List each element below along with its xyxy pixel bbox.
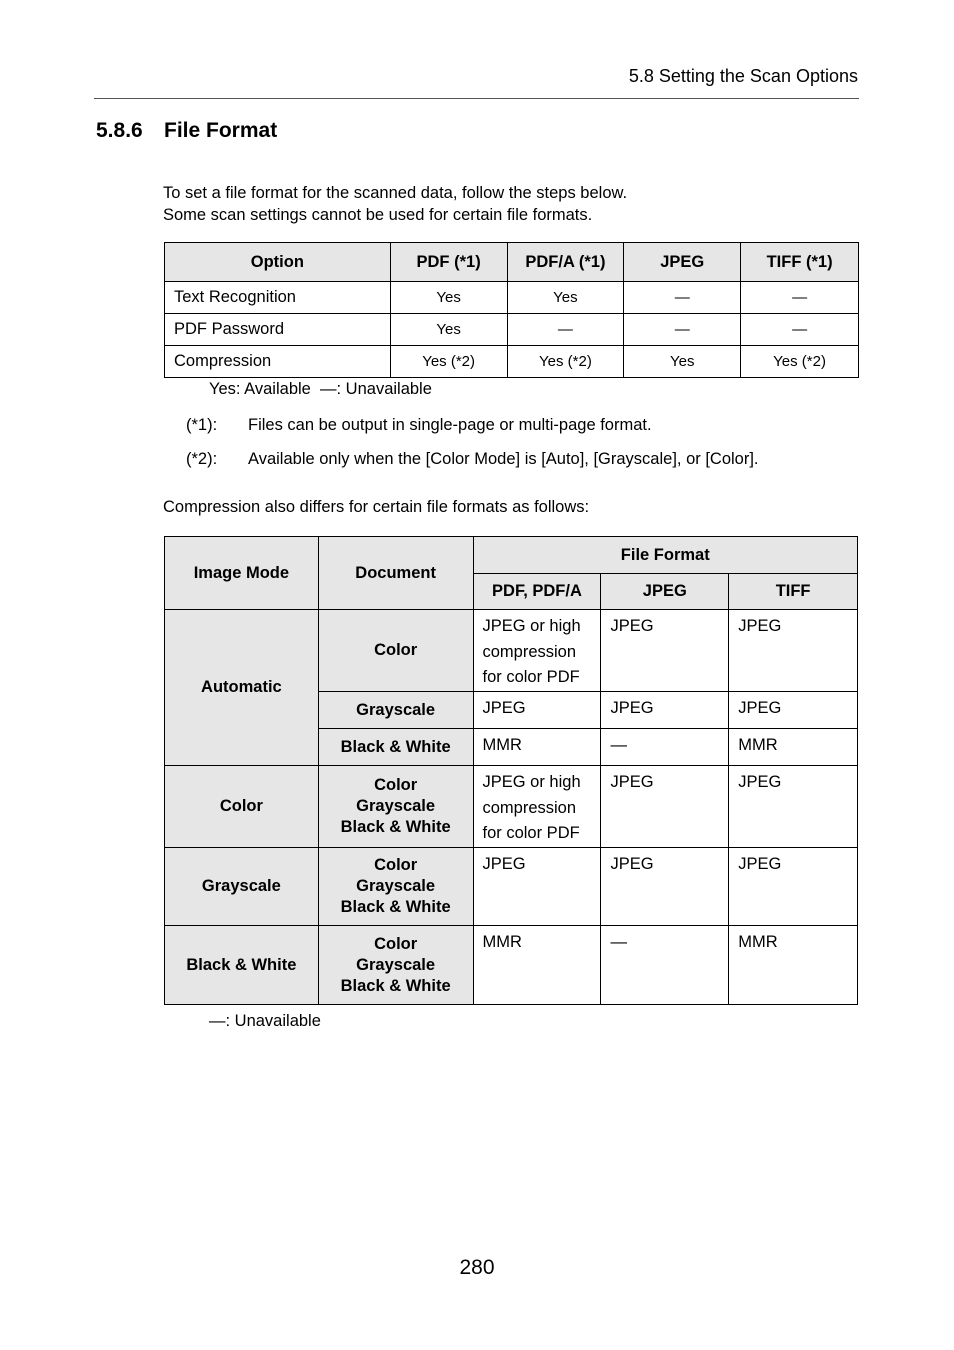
column-header: TIFF [729, 574, 858, 610]
column-header: File Format [473, 537, 858, 574]
cell-line: for color PDF [482, 668, 580, 686]
table-cell: Yes [624, 346, 741, 378]
footnote-text: Files can be output in single-page or multi-page format. [248, 416, 652, 434]
footnote-text: Available only when the [Color Mode] is [Auto], [Grayscale], or [Color]. [248, 450, 759, 468]
table-cell: — [507, 314, 624, 346]
table-cell: — [741, 314, 859, 346]
header-divider [94, 98, 859, 99]
table-cell: JPEG [601, 848, 729, 926]
footnote [186, 416, 652, 435]
column-header: JPEG [624, 243, 741, 282]
table-cell: JPEG [729, 692, 858, 729]
intro-line: To set a file format for the scanned data, follow the steps below. [163, 184, 628, 202]
document-line: Grayscale [356, 797, 436, 815]
intro-paragraph [163, 182, 627, 226]
table-cell: Yes (*2) [390, 346, 507, 378]
table-row [165, 848, 858, 926]
document-line: Color [374, 934, 418, 953]
document-line: Grayscale [356, 955, 436, 974]
table-cell: Yes [390, 314, 507, 346]
document-cell [318, 766, 473, 848]
table-cell: JPEG [601, 766, 729, 848]
table-cell: — [601, 729, 729, 766]
column-header: PDF (*1) [390, 243, 507, 282]
document-line: Color [374, 856, 418, 874]
cell-line: JPEG or high [482, 617, 581, 635]
table-cell: — [624, 282, 741, 314]
column-header: Option [165, 243, 391, 282]
table-cell [473, 610, 601, 692]
table-row [165, 766, 858, 848]
column-header: Document [318, 537, 473, 610]
table-cell: MMR [473, 926, 601, 1005]
table-cell: JPEG [729, 610, 858, 692]
intro-line: Some scan settings cannot be used for certain file formats. [163, 206, 593, 224]
table-row [165, 926, 858, 1005]
column-header: TIFF (*1) [741, 243, 859, 282]
unavailable-legend: —: Unavailable [209, 1012, 321, 1030]
table-cell: MMR [473, 729, 601, 766]
option-name: PDF Password [165, 314, 391, 346]
options-table [164, 242, 859, 378]
table-cell: JPEG [473, 848, 601, 926]
compression-table [164, 536, 858, 1005]
table-header-row [165, 537, 858, 574]
table-row [165, 346, 859, 378]
image-mode-cell: Automatic [165, 610, 319, 766]
cell-line: JPEG or high [482, 773, 581, 791]
document-cell: Color [318, 610, 473, 692]
image-mode-cell: Black & White [165, 926, 319, 1005]
table-cell: — [741, 282, 859, 314]
table-cell: Yes (*2) [507, 346, 624, 378]
table-cell: JPEG [601, 610, 729, 692]
compression-intro: Compression also differs for certain file formats as follows: [163, 498, 590, 516]
table-cell [473, 766, 601, 848]
image-mode-cell: Grayscale [165, 848, 319, 926]
document-line: Black & White [340, 976, 451, 995]
table-cell: — [624, 314, 741, 346]
document-line: Color [374, 776, 418, 794]
document-cell [318, 926, 473, 1005]
footnote-mark: (*2): [186, 450, 218, 468]
table-cell: Yes [390, 282, 507, 314]
table-cell: JPEG [729, 848, 858, 926]
table-row [165, 282, 859, 314]
document-line: Black & White [340, 898, 451, 916]
section-heading [96, 119, 277, 143]
column-header: PDF, PDF/A [473, 574, 601, 610]
document-line: Black & White [340, 818, 451, 836]
table-cell: JPEG [601, 692, 729, 729]
option-name: Compression [165, 346, 391, 378]
table-row [165, 610, 858, 692]
table-cell: Yes [507, 282, 624, 314]
table-cell: MMR [729, 926, 858, 1005]
section-title-text: File Format [164, 119, 278, 142]
document-line: Grayscale [356, 877, 436, 895]
column-header: Image Mode [165, 537, 319, 610]
table-cell: Yes (*2) [741, 346, 859, 378]
cell-line: compression [482, 798, 577, 817]
footnote-mark: (*1): [186, 416, 218, 434]
column-header: PDF/A (*1) [507, 243, 624, 282]
document-cell: Black & White [318, 729, 473, 766]
document-cell [318, 848, 473, 926]
table-cell: JPEG [729, 766, 858, 848]
table-cell: MMR [729, 729, 858, 766]
section-number: 5.8.6 [96, 119, 143, 142]
table-cell: JPEG [473, 692, 601, 729]
image-mode-cell: Color [165, 766, 319, 848]
option-name: Text Recognition [165, 282, 391, 314]
header-section-title: 5.8 Setting the Scan Options [628, 66, 858, 86]
cell-line: for color PDF [482, 824, 580, 842]
page-number: 280 [459, 1256, 495, 1279]
table-row [165, 314, 859, 346]
cell-line: compression [482, 642, 577, 661]
table-header-row [165, 243, 859, 282]
column-header: JPEG [601, 574, 729, 610]
availability-legend: Yes: Available —: Unavailable [209, 380, 432, 398]
table-cell: — [601, 926, 729, 1005]
footnote [186, 450, 759, 469]
document-cell: Grayscale [318, 692, 473, 729]
